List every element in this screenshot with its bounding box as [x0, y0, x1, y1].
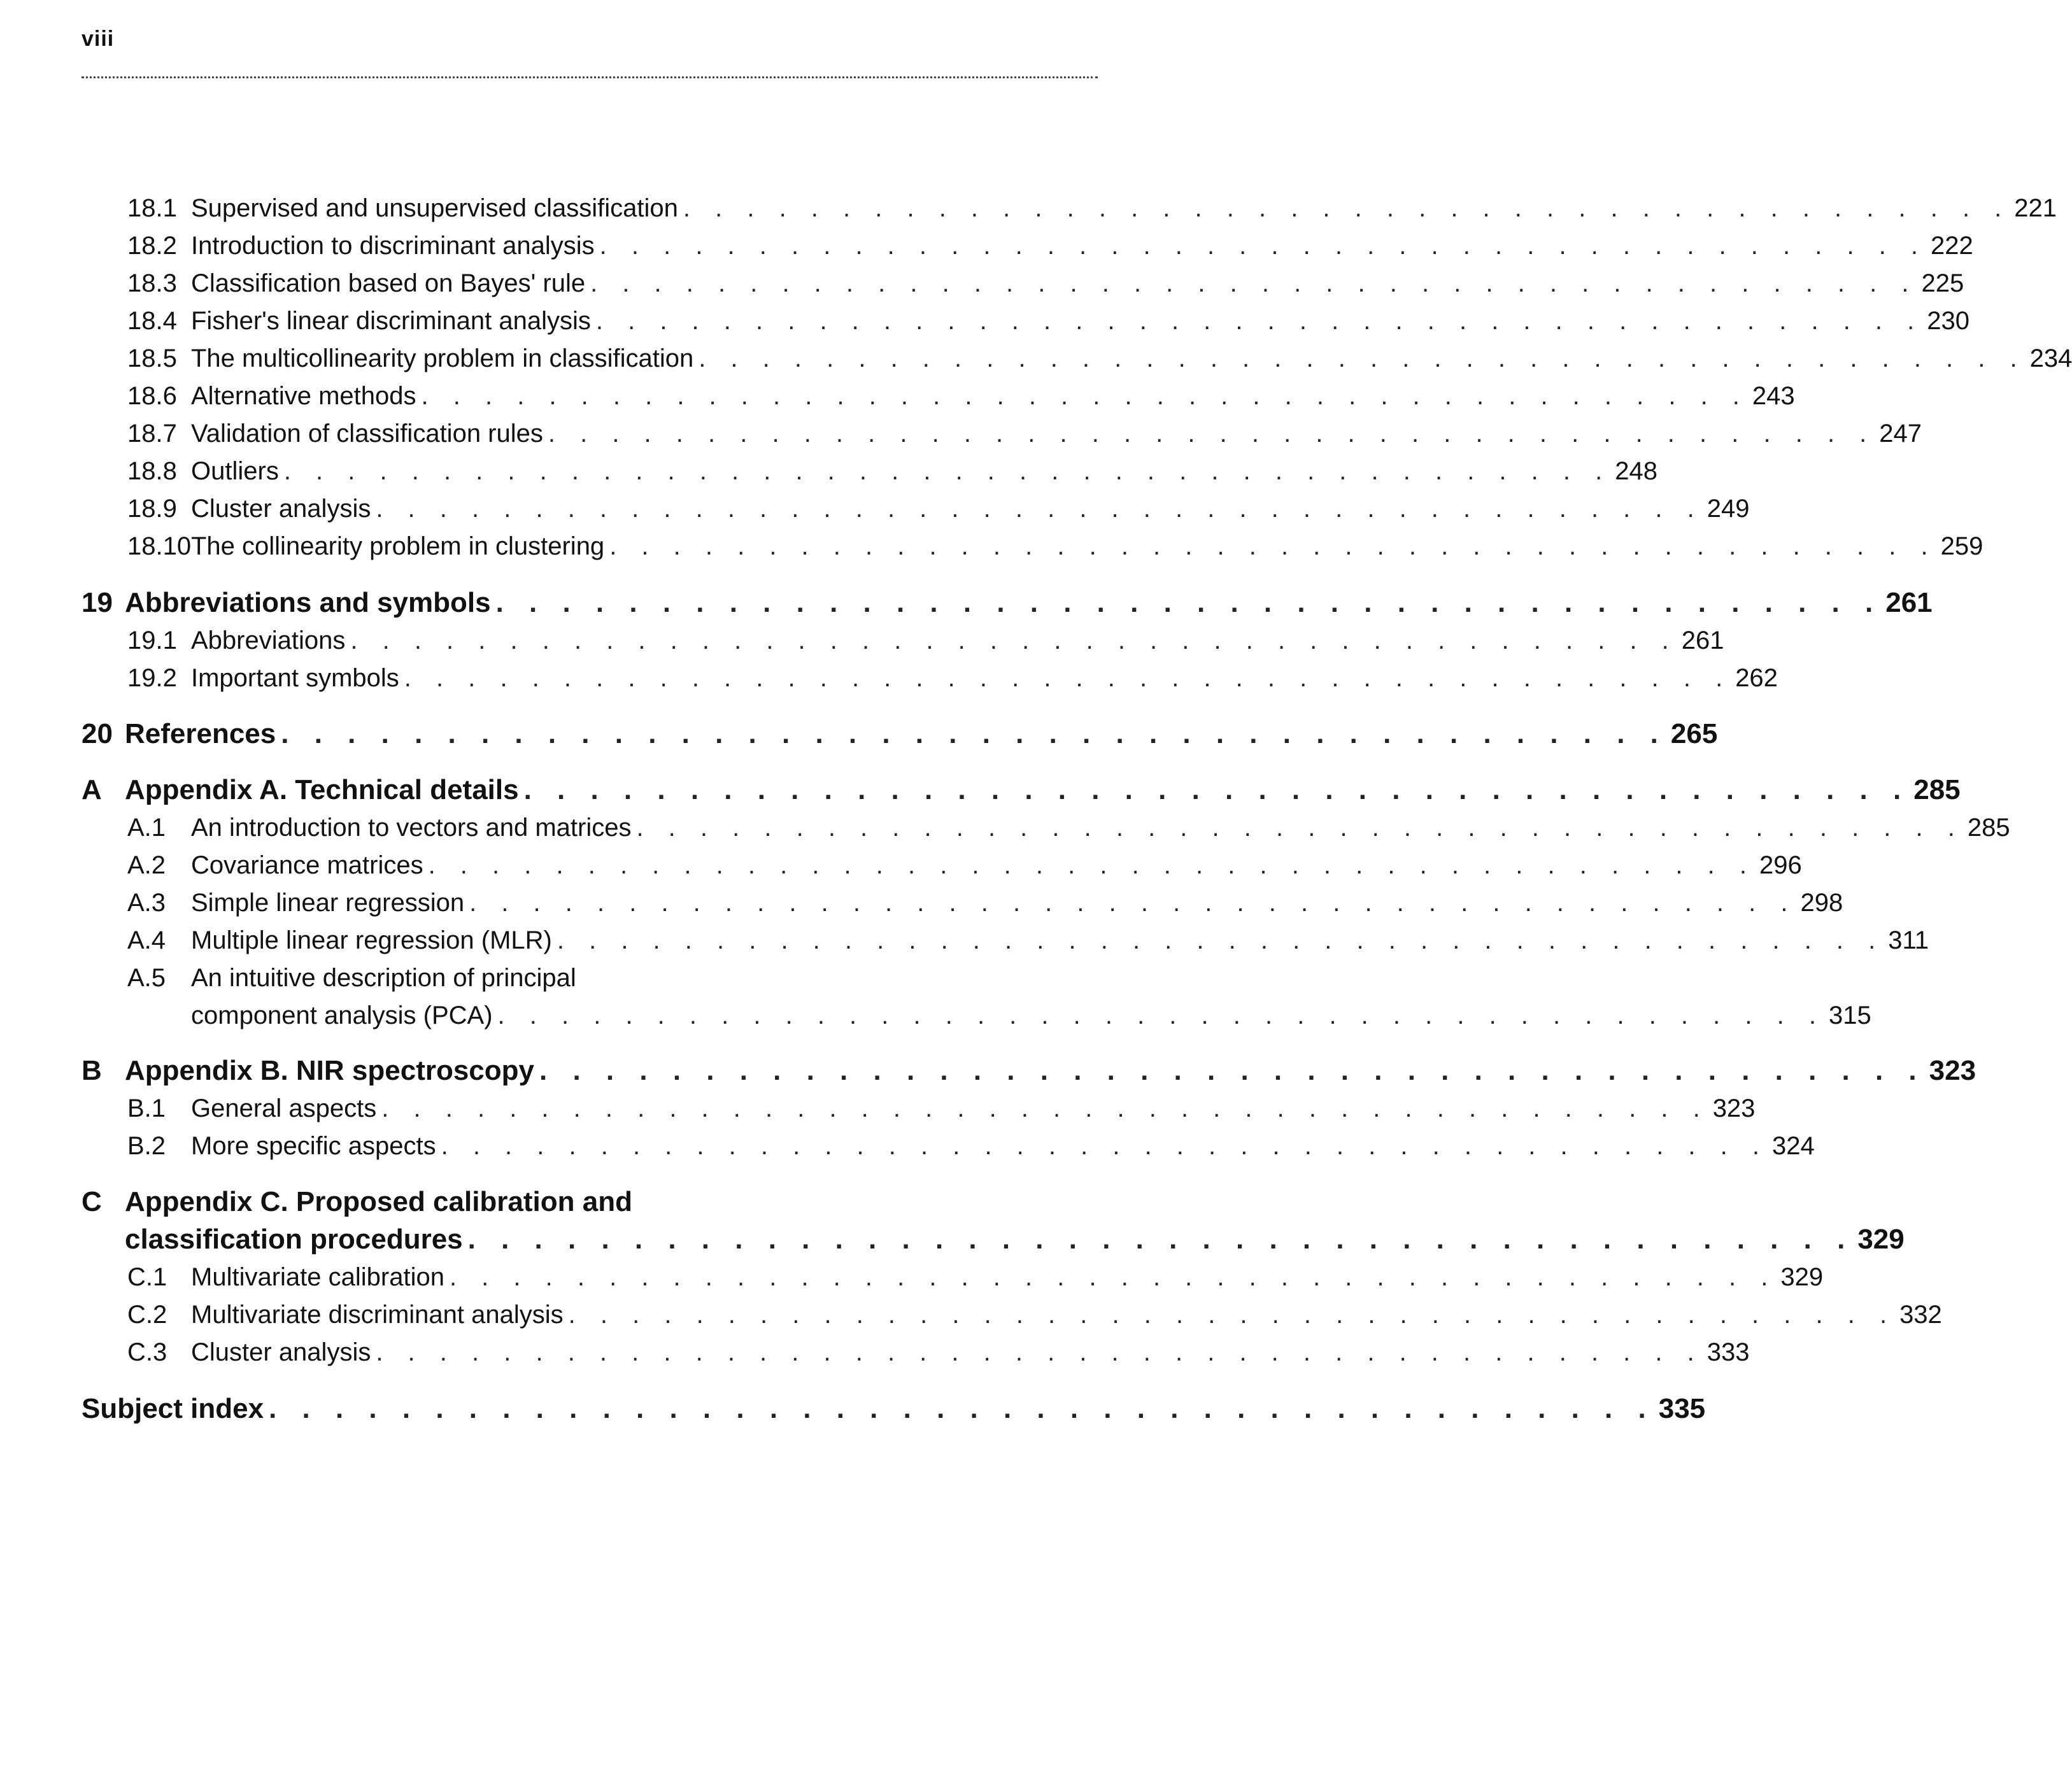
toc-chapter-title: Abbreviations and symbols	[125, 587, 491, 618]
toc-section-number: 18.2	[127, 232, 177, 260]
toc-entry[interactable]	[191, 486, 1750, 523]
toc-entry[interactable]	[191, 186, 2057, 223]
toc-section-number: A.5	[127, 964, 166, 992]
toc-appendix-title-line2: classification procedures	[125, 1224, 463, 1255]
toc-chapter-page: 265	[1670, 718, 1718, 749]
toc-entry-page: 230	[1927, 307, 1970, 335]
toc-appendix-page: 323	[1929, 1055, 1976, 1086]
dot-leader: . . . . . . . . . . . . . . . . . . . . . . . . . . . . . . . . . . . . . . . . . .	[609, 532, 1937, 560]
toc-appendix-title-line1: Appendix C. Proposed calibration and	[125, 1186, 632, 1217]
dot-leader: . . . . . . . . . . . . . . . . . . . . . . . . . . . . . . . . . . . . . . . . . .	[548, 420, 1876, 448]
toc-entry[interactable]	[191, 656, 1778, 693]
toc-entry-page: 296	[1759, 851, 1802, 879]
toc-entry[interactable]	[191, 880, 1843, 917]
toc-entry-page: 333	[1707, 1338, 1750, 1366]
toc-entry[interactable]	[191, 1124, 1815, 1161]
toc-section-number: 18.3	[127, 269, 177, 297]
toc-entry[interactable]	[191, 336, 2072, 373]
toc-subject-index[interactable]	[82, 1387, 1706, 1424]
dot-leader: . . . . . . . . . . . . . . . . . . . . . . . . . . . . . . . . . . . . . . . . . .	[350, 626, 1678, 654]
dot-leader: . . . . . . . . . . . . . . . . . . . . . . . . . . . . . . . . . . . . . . . . . .	[283, 457, 1612, 485]
toc-entry-title: The collinearity problem in clustering	[191, 532, 605, 560]
toc-entry-title: Simple linear regression	[191, 889, 465, 917]
toc-entry-page: 234	[2029, 344, 2072, 372]
toc-entry-title: The multicollinearity problem in classification	[191, 344, 694, 372]
toc-section-number: A.1	[127, 814, 166, 842]
toc-chapter[interactable]	[125, 581, 1933, 618]
toc-section-number: C.2	[127, 1301, 167, 1329]
toc-chapter-title: References	[125, 718, 276, 749]
toc-entry[interactable]	[191, 805, 2010, 842]
toc-subject-index-page: 335	[1658, 1393, 1706, 1424]
dot-leader: . . . . . . . . . . . . . . . . . . . . . . . . . . . . . . . . . . . . . . . . . .	[595, 307, 1924, 335]
toc-entry-title: More specific aspects	[191, 1132, 436, 1160]
dot-leader: . . . . . . . . . . . . . . . . . . . . . . . . . . . . . . . . . . . . . . . . . .	[495, 587, 1882, 618]
dot-leader: . . . . . . . . . . . . . . . . . . . . . . . . . . . . . . . . . . . . . . . . . .	[441, 1132, 1768, 1160]
toc-subject-index-title: Subject index	[82, 1393, 264, 1424]
dot-leader: . . . . . . . . . . . . . . . . . . . . . . . . . . . . . . . . . . . . . . . . . .	[376, 1338, 1703, 1366]
toc-entry-title: Multiple linear regression (MLR)	[191, 926, 552, 954]
toc-entry-page: 332	[1899, 1301, 1942, 1329]
toc-appendix[interactable]	[125, 1217, 1905, 1255]
toc-entry[interactable]	[191, 1330, 1750, 1367]
toc-entry-title: Abbreviations	[191, 626, 346, 654]
dot-leader: . . . . . . . . . . . . . . . . . . . . . . . . . . . . . . . . . . . . . . . . . .	[404, 664, 1732, 692]
toc-appendix[interactable]	[125, 1049, 1976, 1086]
toc-section-number: C.1	[127, 1263, 167, 1291]
toc-entry-title: Alternative methods	[191, 382, 416, 410]
toc-entry-page: 243	[1752, 382, 1795, 410]
toc-entry-title: Important symbols	[191, 664, 399, 692]
toc-entry-title: Fisher's linear discriminant analysis	[191, 307, 591, 335]
toc-appendix-page: 285	[1913, 774, 1961, 805]
toc-section-number: B.1	[127, 1094, 166, 1122]
toc-entry[interactable]	[191, 1255, 1824, 1292]
toc-entry[interactable]	[191, 843, 1802, 880]
toc-chapter-page: 261	[1885, 587, 1933, 618]
toc-section-number: 18.9	[127, 495, 177, 523]
toc-appendix[interactable]	[125, 768, 1961, 805]
toc-section-number: A.3	[127, 889, 166, 917]
toc-entry[interactable]	[191, 261, 1964, 298]
toc-entry-title: Cluster analysis	[191, 495, 371, 523]
dot-leader: . . . . . . . . . . . . . . . . . . . . . . . . . . . . . . . . . . . . . . . . . .	[599, 232, 1927, 260]
toc-entry-title: Multivariate discriminant analysis	[191, 1301, 564, 1329]
dot-leader: . . . . . . . . . . . . . . . . . . . . . . . . . . . . . . . . . . . . . . . . . .	[469, 889, 1797, 917]
toc-section-number: B.2	[127, 1132, 166, 1160]
toc-entry[interactable]	[191, 299, 1970, 336]
toc-appendix-page: 329	[1857, 1224, 1905, 1255]
toc-entry-title: Introduction to discriminant analysis	[191, 232, 595, 260]
dot-leader: . . . . . . . . . . . . . . . . . . . . . . . . . . . . . . . . . . . . . . . . . .	[281, 718, 1667, 749]
toc-chapter[interactable]	[125, 712, 1718, 749]
toc-entry[interactable]	[191, 524, 1983, 561]
toc-appendix-letter: A	[82, 774, 102, 805]
toc-entry-title: An introduction to vectors and matrices	[191, 814, 632, 842]
toc-entry[interactable]	[191, 918, 1929, 955]
toc-section-number: A.4	[127, 926, 166, 954]
toc-entry-page: 329	[1780, 1263, 1824, 1291]
dot-leader: . . . . . . . . . . . . . . . . . . . . . . . . . . . . . . . . . . . . . . . . . .	[381, 1094, 1709, 1122]
toc-chapter-number: 19	[82, 587, 113, 618]
toc-entry-page: 221	[2014, 194, 2057, 222]
toc-entry-page: 259	[1940, 532, 1983, 560]
toc-appendix-title: Appendix A. Technical details	[125, 774, 519, 805]
dot-leader: . . . . . . . . . . . . . . . . . . . . . . . . . . . . . . . . . . . . . . . . . .	[539, 1055, 1926, 1086]
toc-entry-page: 262	[1735, 664, 1778, 692]
toc-entry-page: 249	[1707, 495, 1750, 523]
toc-section-number: C.3	[127, 1338, 167, 1366]
toc-appendix-letter: B	[82, 1055, 102, 1086]
toc-section-number: 19.1	[127, 626, 177, 654]
toc-entry-page: 298	[1800, 889, 1843, 917]
toc-entry[interactable]	[191, 449, 1657, 486]
dot-leader: . . . . . . . . . . . . . . . . . . . . . . . . . . . . . . . . . . . . . . . . . .	[497, 1001, 1825, 1029]
toc-entry[interactable]	[191, 411, 1922, 448]
toc-section-number: 18.4	[127, 307, 177, 335]
toc-entry[interactable]	[191, 993, 1871, 1030]
dot-leader: . . . . . . . . . . . . . . . . . . . . . . . . . . . . . . . . . . . . . . . . . .	[557, 926, 1885, 954]
toc-section-number: 18.10	[127, 532, 192, 560]
toc-entry[interactable]	[191, 1292, 1942, 1329]
dot-leader: . . . . . . . . . . . . . . . . . . . . . . . . . . . . . . . . . . . . . . . . . .	[523, 774, 1910, 805]
toc-entry[interactable]	[191, 374, 1795, 411]
toc-entry-title-line2: component analysis (PCA)	[191, 1001, 493, 1029]
dot-leader: . . . . . . . . . . . . . . . . . . . . . . . . . . . . . . . . . . . . . . . . . .	[590, 269, 1918, 297]
toc-entry-page: 261	[1681, 626, 1724, 654]
dot-leader: . . . . . . . . . . . . . . . . . . . . . . . . . . . . . . . . . . . . . . . . . .	[376, 495, 1703, 523]
toc-section-number: 18.5	[127, 344, 177, 372]
toc-section-number: 18.1	[127, 194, 177, 222]
toc-entry-page: 323	[1712, 1094, 1756, 1122]
toc-entry-title: Cluster analysis	[191, 1338, 371, 1366]
toc-entry[interactable]	[191, 1086, 1756, 1123]
toc-entry-title-line1: An intuitive description of principal	[191, 964, 576, 992]
toc-entry-page: 248	[1615, 457, 1657, 485]
dot-leader: . . . . . . . . . . . . . . . . . . . . . . . . . . . . . . . . . . . . . . . . . .	[636, 814, 1964, 842]
dot-leader: . . . . . . . . . . . . . . . . . . . . . . . . . . . . . . . . . . . . . . . . . .	[467, 1224, 1854, 1255]
toc-section-number: A.2	[127, 851, 166, 879]
dot-leader: . . . . . . . . . . . . . . . . . . . . . . . . . . . . . . . . . . . . . . . . . .	[428, 851, 1756, 879]
toc-appendix-title: Appendix B. NIR spectroscopy	[125, 1055, 535, 1086]
toc-entry-title: Outliers	[191, 457, 279, 485]
toc-entry-title: Covariance matrices	[191, 851, 423, 879]
dot-leader: . . . . . . . . . . . . . . . . . . . . . . . . . . . . . . . . . . . . . . . . . .	[568, 1301, 1896, 1329]
toc-entry-page: 225	[1921, 269, 1964, 297]
toc-entry-page: 315	[1828, 1001, 1871, 1029]
toc-entry-page: 311	[1888, 926, 1929, 954]
toc-section-number: 19.2	[127, 664, 177, 692]
dot-leader: . . . . . . . . . . . . . . . . . . . . . . . . . . . . . . . . . . . . . . . . . .	[683, 194, 2011, 222]
dot-leader: . . . . . . . . . . . . . . . . . . . . . . . . . . . . . . . . . . . . . . . . . .	[699, 344, 2026, 372]
toc-entry-page: 285	[1967, 814, 2010, 842]
toc-section-number: 18.7	[127, 420, 177, 448]
page-header	[82, 0, 1098, 78]
toc-entry-page: 247	[1879, 420, 1922, 448]
page-number: viii	[82, 27, 115, 51]
toc-entry-title: General aspects	[191, 1094, 377, 1122]
toc-entry-page: 222	[1931, 232, 1973, 260]
toc-appendix-letter: C	[82, 1186, 102, 1217]
toc-entry[interactable]	[191, 223, 1973, 260]
toc-entry-title: Validation of classification rules	[191, 420, 543, 448]
dot-leader: . . . . . . . . . . . . . . . . . . . . . . . . . . . . . . . . . . . . . . . . . .	[269, 1393, 1655, 1424]
toc-entry-page: 324	[1772, 1132, 1815, 1160]
toc-section-number: 18.6	[127, 382, 177, 410]
toc-section-number: 18.8	[127, 457, 177, 485]
toc-entry-title: Classification based on Bayes' rule	[191, 269, 586, 297]
toc-entry-title: Multivariate calibration	[191, 1263, 444, 1291]
toc-entry-title: Supervised and unsupervised classification	[191, 194, 678, 222]
toc-chapter-number: 20	[82, 718, 113, 749]
dot-leader: . . . . . . . . . . . . . . . . . . . . . . . . . . . . . . . . . . . . . . . . . .	[421, 382, 1749, 410]
toc-entry[interactable]	[191, 618, 1724, 655]
dot-leader: . . . . . . . . . . . . . . . . . . . . . . . . . . . . . . . . . . . . . . . . . .	[449, 1263, 1777, 1291]
